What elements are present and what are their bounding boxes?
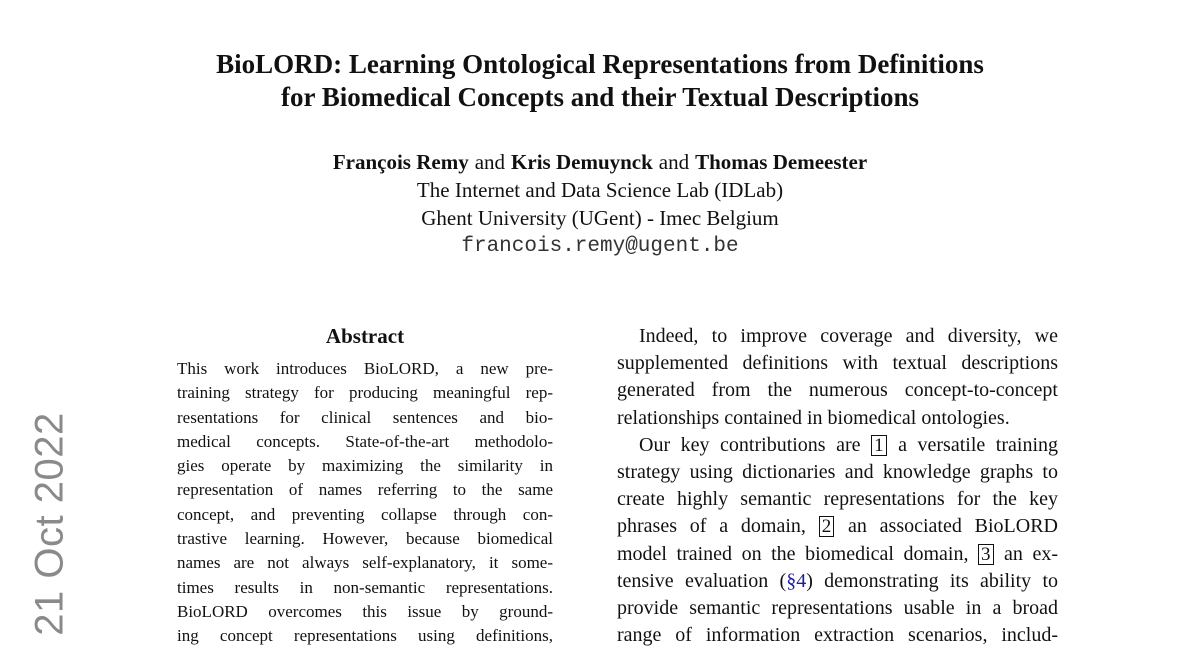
text-segment: phrases of a domain,: [617, 515, 819, 538]
abstract-line: resentations for clinical sentences and bio-: [177, 407, 553, 427]
text-segment: a versatile training: [887, 433, 1058, 456]
body-line: [617, 432, 1058, 459]
section-reference-link[interactable]: §4: [786, 569, 807, 592]
contribution-marker-2: 2: [819, 516, 835, 537]
text-segment: tensive evaluation (: [617, 569, 787, 592]
abstract-line: ing concept representations using definitions,: [177, 626, 553, 646]
body-line: range of information extraction scenarios, includ-: [617, 624, 1058, 647]
abstract-line: concept, and preventing collapse through con-: [177, 504, 553, 524]
abstract-line: names are not always self-explanatory, it some-: [177, 553, 553, 573]
text-segment: ) demonstrating its ability to: [806, 569, 1058, 592]
arxiv-date-stamp: [27, 412, 72, 636]
author-connector: and: [474, 150, 506, 174]
abstract-line: trastive learning. However, because biomedical: [177, 529, 553, 549]
author-connector: and: [658, 150, 690, 174]
body-line: provide semantic representations usable in a broad: [617, 597, 1058, 620]
body-line: supplemented definitions with textual descriptions: [617, 352, 1058, 375]
text-segment: model trained on the biomedical domain,: [617, 542, 978, 565]
author-name: Thomas Demeester: [695, 150, 868, 174]
abstract-line: times results in non-semantic representations.: [177, 577, 553, 597]
abstract-body: [177, 357, 553, 649]
author-list: [0, 148, 1200, 176]
author-name: Kris Demuynck: [511, 150, 653, 174]
title-line-2: for Biomedical Concepts and their Textual Descriptions: [280, 82, 920, 112]
body-line: generated from the numerous concept-to-concept: [617, 379, 1058, 402]
body-line: relationships contained in biomedical ontologies.: [617, 406, 1010, 429]
body-line: Indeed, to improve coverage and diversity, we: [639, 325, 1058, 347]
abstract-line: This work introduces BioLORD, a new pre-: [177, 359, 553, 378]
text-segment: an ex-: [994, 542, 1058, 565]
affiliation-line-1: The Internet and Data Science Lab (IDLab): [416, 178, 784, 202]
abstract-line: BioLORD overcomes this issue by ground-: [177, 601, 553, 621]
affiliation-line-2: Ghent University (UGent) - Imec Belgium: [421, 206, 779, 230]
body-line: [617, 541, 1058, 568]
abstract-line: medical concepts. State-of-the-art methodolo-: [177, 431, 553, 451]
body-line: strategy using dictionaries and knowledge graphs to: [617, 461, 1058, 484]
intro-column: [617, 323, 1058, 649]
abstract-line: representation of names referring to the same: [177, 480, 553, 500]
contribution-marker-3: 3: [978, 544, 994, 565]
author-email: francois.remy@ugent.be: [461, 235, 739, 258]
abstract-heading: Abstract: [325, 324, 405, 348]
body-line: create highly semantic representations for the key: [617, 488, 1058, 511]
text-segment: Our key contributions are: [639, 433, 872, 456]
arxiv-date-text: 21 Oct 2022: [27, 412, 72, 636]
author-name: François Remy: [332, 150, 469, 174]
body-line: [617, 568, 1058, 595]
contribution-marker-1: 1: [871, 435, 887, 456]
body-line: [617, 513, 1058, 540]
title-line-1: BioLORD: Learning Ontological Representations from Definitions: [216, 49, 984, 79]
text-segment: an associated BioLORD: [835, 515, 1058, 538]
abstract-line: gies operate by maximizing the similarity in: [177, 456, 553, 476]
paper-title: [0, 48, 1200, 114]
abstract-line: training strategy for producing meaningful rep-: [177, 383, 553, 403]
